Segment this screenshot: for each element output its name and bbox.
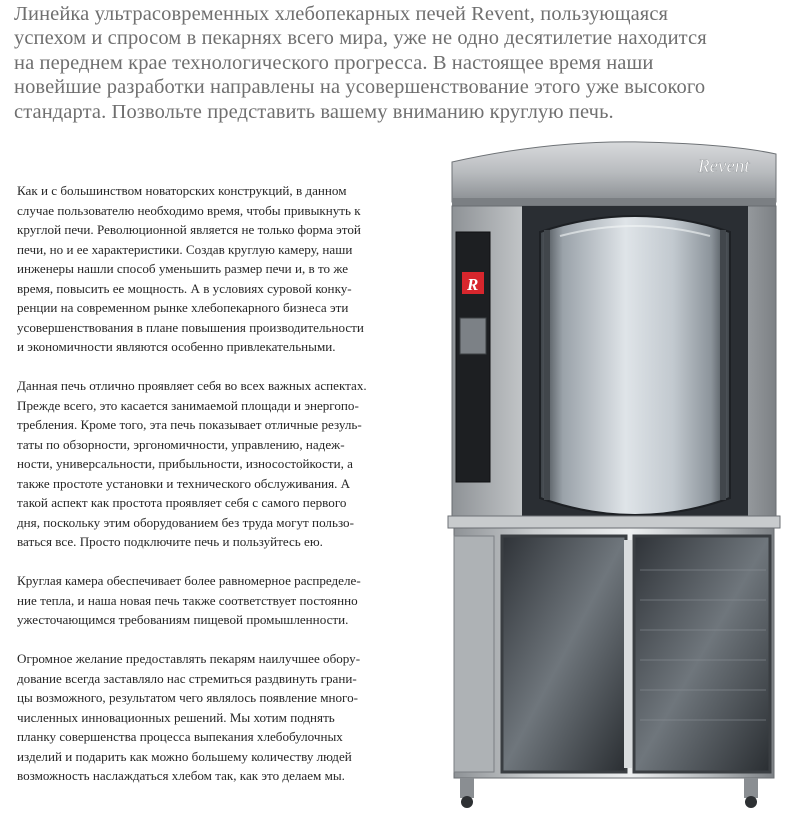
text-line: печи, но и ее характеристики. Создав круглую камеру, наши — [17, 241, 353, 257]
intro-line: новейшие разработки направлены на усовершенствование этого уже высокого — [14, 76, 706, 99]
text-line: ваться все. Просто подключите печь и пользуйтесь ею. — [17, 534, 323, 549]
intro-heading — [14, 2, 784, 124]
intro-line: Линейка ультрасовременных хлебопекарных печей Revent, пользующаяся — [14, 3, 669, 25]
text-line: ужесточающимся требованиям пищевой промышленности. — [17, 612, 349, 627]
text-line: усовершенствования в плане повышения производительности — [17, 319, 364, 335]
text-line: и экономичности являются особенно привлекательными. — [17, 339, 336, 354]
text-line: также простоте установки и технического обслуживания. А — [17, 475, 351, 491]
text-line: возможность наслаждаться хлебом так, как это делаем мы. — [17, 768, 345, 783]
text-line: изделий и подарить как можно большему количеству людей — [17, 748, 352, 764]
text-line: планку совершенства процесса выпекания хлебобулочных — [17, 729, 343, 744]
paragraph-2 — [17, 376, 429, 552]
text-line: дование всегда заставляло нас стремиться раздвинуть грани- — [17, 670, 357, 686]
text-line: Данная печь отлично проявляет себя во всех важных аспектах. — [17, 378, 367, 393]
intro-line: на переднем крае технологического прогресса. В настоящее время наши — [14, 51, 654, 74]
rotating-oven-photo — [440, 140, 788, 813]
text-line: случае пользователю необходимо время, чтобы привыкнуть к — [17, 202, 361, 218]
text-line: время, повысить ее мощность. А в условиях суровой конку- — [17, 280, 352, 296]
text-line: численных инновационных решений. Мы хотим поднять — [17, 709, 335, 725]
text-line: цы возможного, результатом чего являлось появление много- — [17, 690, 358, 705]
text-line: Как и с большинством новаторских конструкций, в данном — [17, 183, 347, 198]
paragraph-3 — [17, 571, 429, 630]
paragraph-4 — [17, 649, 429, 786]
text-line: круглой печи. Революционной является не только форма этой — [17, 222, 361, 237]
text-line: Огромное желание предоставлять пекарям наилучшее обору- — [17, 651, 361, 666]
text-line: таты по обзорности, эргономичности, управлению, надеж- — [17, 436, 345, 452]
text-line: ние тепла, и наша новая печь также соответствует постоянно — [17, 592, 358, 608]
intro-line: успехом и спросом в пекарнях всего мира, уже не одно десятилетие находится — [14, 27, 707, 50]
text-line: ренции на современном рынке хлебопекарного бизнеса эти — [17, 300, 349, 315]
text-line: ности, универсальности, прибыльности, износостойкости, а — [17, 456, 353, 471]
text-line: Круглая камера обеспечивает более равномерное распределе- — [17, 573, 361, 588]
paragraph-1 — [17, 181, 429, 357]
control-badge: R — [467, 275, 479, 294]
intro-line: стандарта. Позвольте представить вашему вниманию круглую печь. — [14, 100, 614, 123]
body-text — [17, 181, 429, 805]
text-line: такой аспект как простота проявляет себя с самого первого — [17, 495, 347, 510]
revent-logo: Revent — [698, 156, 750, 177]
text-line: дня, поскольку этим оборудованием без труда могут пользо- — [17, 514, 354, 530]
text-line: инженеры нашли способ уменьшить размер печи и, в то же — [17, 261, 349, 276]
text-line: требления. Кроме того, эта печь показывает отличные резуль- — [17, 417, 362, 432]
text-line: Прежде всего, это касается занимаемой площади и энергопо- — [17, 397, 359, 413]
